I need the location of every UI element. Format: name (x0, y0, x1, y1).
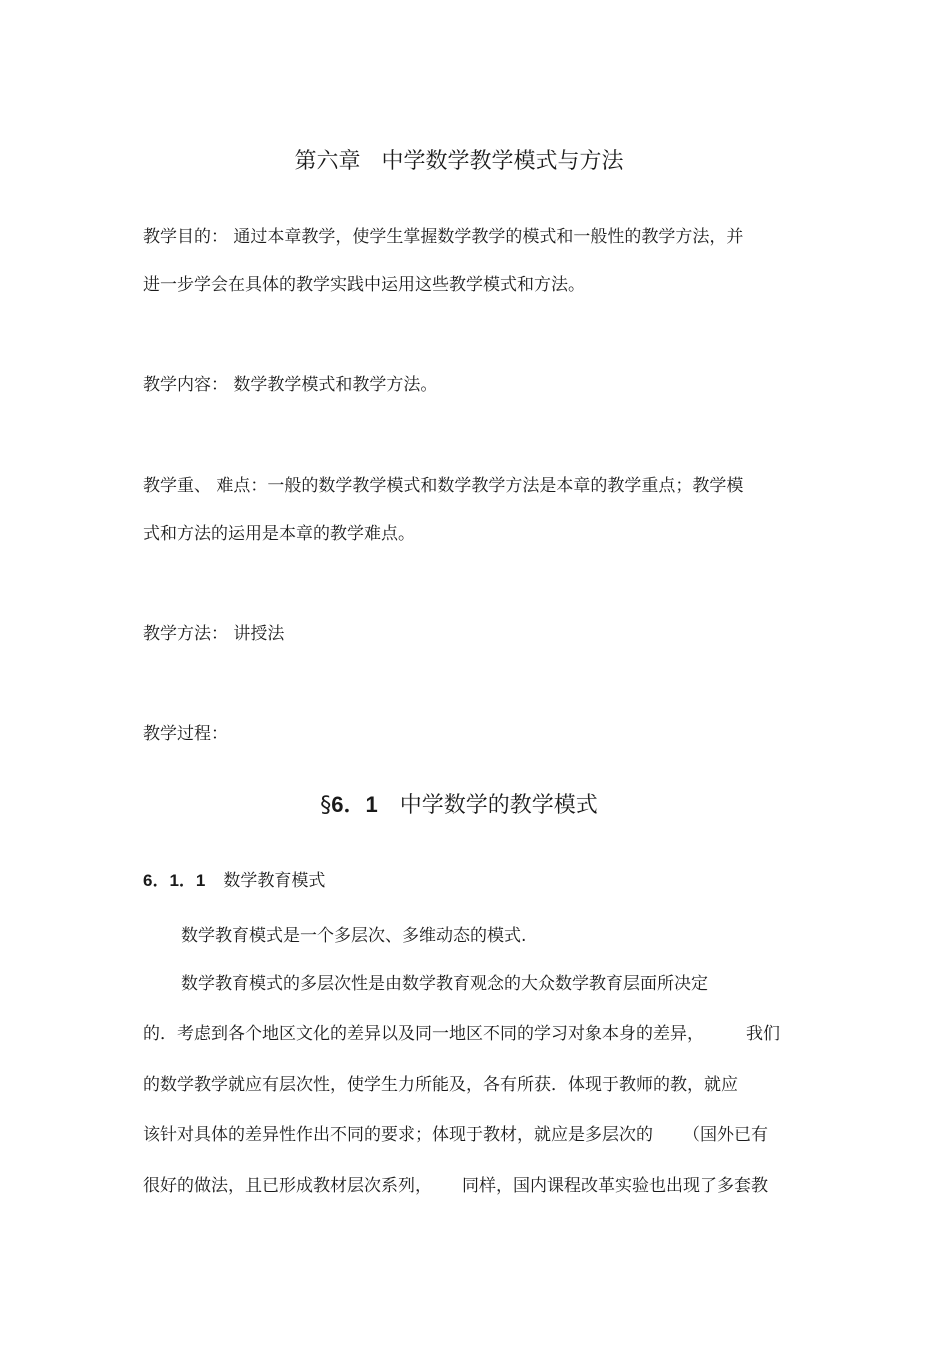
section-number: 6．1 (331, 792, 378, 817)
paragraph-2-line-2-part-b: 我们 (746, 1024, 780, 1044)
chapter-title: 第六章 中学数学教学模式与方法 (294, 149, 624, 174)
paragraph-2-line-5 (143, 1174, 768, 1198)
subsection-number: 6．1．1 (143, 871, 206, 890)
paragraph-2-line-3: 的数学教学就应有层次性，使学生力所能及，各有所获．体现于教师的教，就应 (143, 1075, 738, 1095)
paragraph-2-line-1: 数学教育模式的多层次性是由数学教育观念的大众数学教育层面所决定 (181, 974, 708, 994)
process-label: 教学过程： (143, 724, 228, 744)
paragraph-2-line-2 (143, 1022, 780, 1046)
section-heading (0, 790, 918, 821)
key-points-line-1: 教学重、 难点：一般的数学教学模式和数学教学方法是本章的教学重点；教学模 (143, 476, 744, 496)
subsection-title: 数学教育模式 (223, 871, 326, 891)
content-line: 教学内容： 数学教学模式和教学方法。 (143, 375, 438, 395)
subsection-heading (143, 869, 325, 893)
objective-line-2: 进一步学会在具体的教学实践中运用这些教学模式和方法。 (143, 275, 585, 295)
paragraph-2-line-4 (143, 1123, 768, 1147)
paragraph-2-line-5-part-b: 同样，国内课程改革实验也出现了多套教 (462, 1176, 768, 1196)
paragraph-1: 数学教育模式是一个多层次、多维动态的模式. (181, 926, 527, 946)
method-line: 教学方法： 讲授法 (143, 624, 285, 644)
key-points-line-2: 式和方法的运用是本章的教学难点。 (143, 524, 415, 544)
paragraph-2-line-5-part-a: 很好的做法，且已形成教材层次系列， (143, 1176, 432, 1196)
section-symbol: § (320, 793, 332, 818)
paragraph-2-line-2-part-a: 的．考虑到各个地区文化的差异以及同一地区不同的学习对象本身的差异， (143, 1024, 704, 1044)
section-title: 中学数学的教学模式 (399, 793, 598, 818)
paragraph-2-line-4-part-a: 该针对具体的差异性作出不同的要求；体现于教材，就应是多层次的 (143, 1125, 653, 1145)
paragraph-2-line-4-part-b: （国外已有 (683, 1125, 768, 1145)
objective-line-1: 教学目的： 通过本章教学，使学生掌握数学教学的模式和一般性的教学方法，并 (143, 227, 744, 247)
